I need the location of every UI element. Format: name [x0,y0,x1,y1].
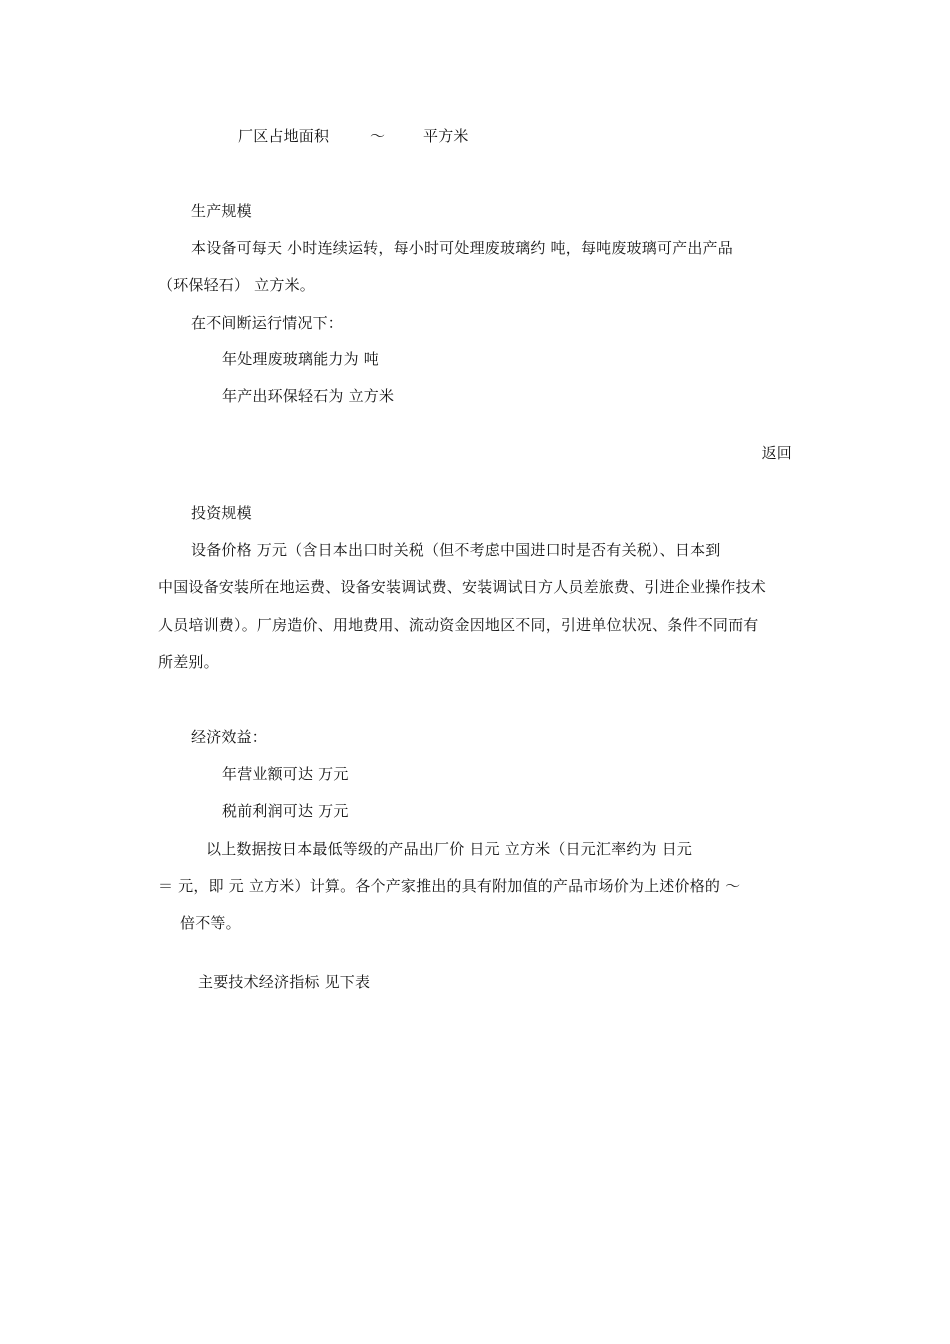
pricing-note-line-2: ＝ 元，即 元 立方米）计算。各个产家推出的具有附加值的产品市场价为上述价格的 ～ [158,877,741,895]
annual-revenue: 年营业额可达 万元 [222,765,349,783]
investment-line-1: 设备价格 万元（含日本出口时关税（但不考虑中国进口时是否有关税）、日本到 [191,541,721,559]
annual-stone-output: 年产出环保轻石为 立方米 [222,387,395,405]
annual-glass-capacity: 年处理废玻璃能力为 吨 [222,350,379,368]
site-area-label: 厂区占地面积 [238,127,330,145]
investment-line-4: 所差别。 [158,653,219,671]
continuous-operation-intro: 在不间断运行情况下： [191,314,344,332]
back-link[interactable]: 返回 [761,444,792,462]
investment-line-3: 人员培训费）。厂房造价、用地费用、流动资金因地区不同，引进单位状况、条件不同而有 [158,616,759,634]
economics-heading: 经济效益： [191,728,268,746]
production-heading: 生产规模 [191,202,252,220]
production-description-line-2: （环保轻石） 立方米。 [158,276,315,294]
pricing-note-line-1: 以上数据按日本最低等级的产品出厂价 日元 立方米（日元汇率约为 日元 [206,840,693,858]
investment-heading: 投资规模 [191,504,252,522]
site-area-range-symbol: ～ [370,127,386,145]
investment-line-2: 中国设备安装所在地运费、设备安装调试费、安装调试日方人员差旅费、引进企业操作技术 [158,578,767,596]
production-description-line-1: 本设备可每天 小时连续运转，每小时可处理废玻璃约 吨，每吨废玻璃可产出产品 [191,239,733,257]
pricing-note-line-3: 倍不等。 [180,914,241,932]
technical-indicators-note: 主要技术经济指标 见下表 [198,973,371,991]
pretax-profit: 税前利润可达 万元 [222,802,349,820]
site-area-unit: 平方米 [423,127,469,145]
